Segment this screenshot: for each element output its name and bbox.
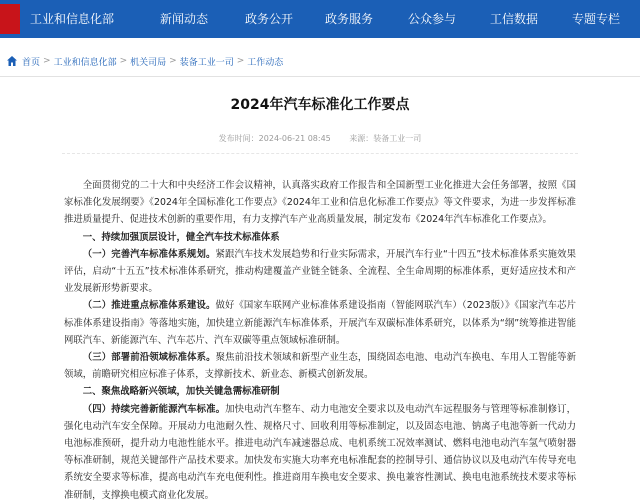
breadcrumb-home[interactable]: 首页	[22, 57, 41, 68]
article-body	[64, 177, 576, 504]
nav-item-miit[interactable]: 工业和信息化部	[30, 12, 115, 26]
paragraph-text: 紧跟汽车技术发展趋势和行业实际需求，开展汽车行业“十四五”技术标准体系实施效果评估，启动“十五五”技术标准体系研究，推动构建覆盖产业链全链条、全流程、全生命周期的标准体系，更好适应技术和产业发展新形势新要求。	[64, 248, 576, 295]
breadcrumb-equipment-dept[interactable]: 装备工业一司	[179, 57, 234, 68]
section-heading-1: 一、持续加强顶层设计，健全汽车技术标准体系	[82, 231, 280, 243]
breadcrumb-separator: >	[169, 56, 177, 66]
paragraph-lead: （三）部署前沿领域标准体系。	[82, 352, 216, 364]
article-source: 来源：装备工业一司	[349, 134, 422, 143]
nav-item-news[interactable]: 新闻动态	[160, 12, 209, 26]
nav-item-government-affairs[interactable]: 政务公开	[245, 12, 294, 26]
breadcrumb-separator: >	[119, 56, 128, 66]
section-heading-2: 二、聚焦战略新兴领域，加快关键急需标准研制	[82, 386, 280, 398]
paragraph-text: 聚焦前沿技术领域和新型产业生态，围绕固态电池、电动汽车换电、车用人工智能等新领域，前瞻研究相应标准子体系，支撑新技术、新业态、新模式创新发展。	[64, 352, 576, 381]
breadcrumb-separator: >	[43, 56, 51, 66]
paragraph-lead: （二）推进重点标准体系建设。	[82, 300, 216, 312]
paragraph-text: 做好《国家车联网产业标准体系建设指南（智能网联汽车）（2023版）》《国家汽车芯片标准体系建设指南》等落地实施，加快建立新能源汽车标准体系，开展汽车双碳标准体系研究，以体系为“纲”统筹推进智能网联汽车、新能源汽车、汽车芯片、汽车双碳等重点领域标准研制。	[64, 300, 576, 346]
nav-item-data[interactable]: 工信数据	[490, 12, 539, 26]
paragraph-2	[64, 297, 576, 349]
divider	[62, 153, 578, 154]
breadcrumb-separator: >	[236, 56, 245, 66]
breadcrumb	[6, 54, 283, 68]
nav-item-public-participation[interactable]: 公众参与	[408, 12, 457, 26]
paragraph-lead: （四）持续完善新能源汽车标准。	[82, 403, 226, 415]
paragraph-1	[64, 246, 576, 298]
nav-item-government-services[interactable]: 政务服务	[325, 12, 374, 26]
home-icon	[6, 55, 18, 67]
article-title: 2024年汽车标准化工作要点	[230, 97, 410, 113]
breadcrumb-miit[interactable]: 工业和信息化部	[53, 57, 117, 68]
paragraph-intro: 全面贯彻党的二十大和中央经济工作会议精神，认真落实政府工作报告和全国新型工业化推进大会任务部署，按照《国家标准化发展纲要》《2024年全国标准化工作要点》《2024年工业和信息化标准工作要点》等文件要求，为进一步发挥标准推进质量提升、促进技术创新的重要作用，有力支撑汽车产业高质量发展，制定发布《2024年汽车标准化工作要点》。	[64, 180, 576, 226]
breadcrumb-departments[interactable]: 机关司局	[130, 57, 167, 68]
paragraph-lead: （一）完善汽车标准体系规划。	[82, 248, 216, 260]
breadcrumb-work-news[interactable]: 工作动态	[247, 57, 284, 68]
article-meta	[0, 133, 640, 144]
top-navigation-bar	[0, 0, 640, 38]
paragraph-text: 加快电动汽车整车、动力电池安全要求以及电动汽车远程服务与管理等标准制修订，强化电动汽车安全保障。开展动力电池耐久性、规格尺寸、回收利用等标准制定，以及固态电池、钠离子电池等新一代动力电池标准预研，提升动力电池性能水平。推进电动汽车减速器总成、电机系统工况效率测试、燃料电池电动汽车氢气喷射器等标准研制，规范关键部件产品技术要求。加快发布实施大功率充电标准配套的控制导引、通信协议以及电动汽车传导充电系统安全要求等标准，提高电动汽车充电便利性。推进商用车换电安全要求、换电兼容性测试、换电电池系统技术要求等标准研制，支撑换电模式商业化发展。	[64, 403, 576, 501]
site-logo[interactable]	[0, 4, 20, 34]
divider	[0, 76, 640, 77]
nav-item-special-topics[interactable]: 专题专栏	[572, 12, 621, 26]
paragraph-4	[64, 401, 576, 504]
paragraph-3	[64, 349, 576, 383]
publish-time: 发布时间：2024-06-21 08:45	[218, 134, 331, 143]
